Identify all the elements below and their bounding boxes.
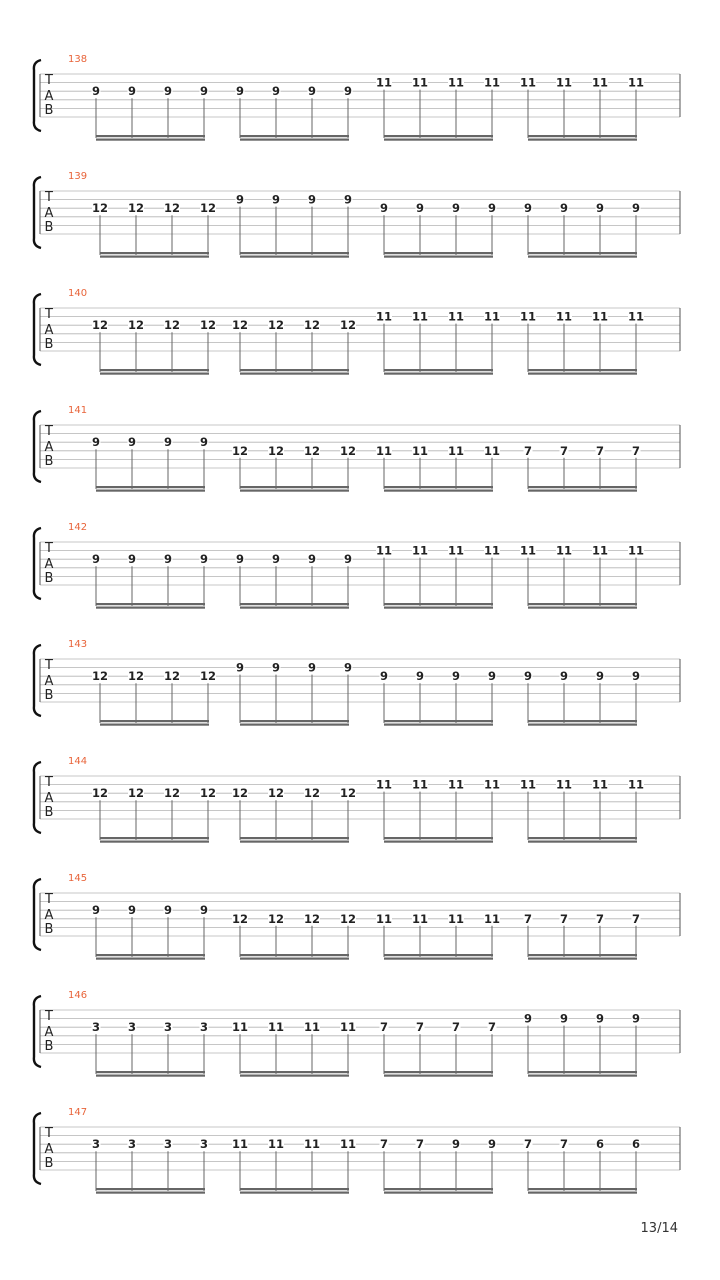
fret-number: 9 bbox=[271, 552, 281, 567]
fret-number: 3 bbox=[91, 1020, 101, 1035]
fret-number: 12 bbox=[163, 786, 181, 801]
fret-number: 12 bbox=[303, 318, 321, 333]
beam bbox=[240, 252, 349, 254]
tab-clef-letter: A bbox=[44, 206, 54, 221]
fret-number: 12 bbox=[339, 911, 357, 926]
tab-clef-letter: A bbox=[44, 791, 54, 806]
beam bbox=[100, 373, 209, 375]
measure-number: 139 bbox=[68, 171, 88, 182]
fret-number: 12 bbox=[303, 443, 321, 458]
fret-number: 11 bbox=[303, 1137, 321, 1152]
measure-number: 143 bbox=[68, 639, 88, 650]
fret-number: 9 bbox=[343, 84, 353, 99]
beam bbox=[96, 135, 205, 137]
measure-number: 145 bbox=[68, 873, 88, 884]
fret-number: 9 bbox=[127, 435, 137, 450]
beam bbox=[100, 369, 209, 371]
fret-number: 3 bbox=[199, 1137, 209, 1152]
fret-number: 12 bbox=[199, 318, 217, 333]
beam bbox=[96, 486, 205, 488]
beam bbox=[528, 256, 637, 258]
beam bbox=[384, 1071, 493, 1073]
tab-clef-letter: B bbox=[44, 220, 54, 235]
beam bbox=[96, 607, 205, 609]
tab-system bbox=[34, 756, 680, 843]
fret-number: 3 bbox=[163, 1137, 173, 1152]
beam bbox=[384, 958, 493, 960]
fret-number: 7 bbox=[559, 911, 569, 926]
measure-number: 142 bbox=[68, 522, 88, 533]
tab-clef-letter: B bbox=[44, 1039, 54, 1054]
beam bbox=[240, 139, 349, 141]
fret-number: 7 bbox=[559, 1137, 569, 1152]
fret-number: 12 bbox=[199, 201, 217, 216]
beam bbox=[240, 373, 349, 375]
tab-clef-letter: B bbox=[44, 337, 54, 352]
beam bbox=[384, 486, 493, 488]
fret-number: 9 bbox=[523, 201, 533, 216]
fret-number: 11 bbox=[411, 543, 429, 558]
fret-number: 9 bbox=[127, 84, 137, 99]
fret-number: 9 bbox=[235, 660, 245, 675]
fret-number: 12 bbox=[199, 669, 217, 684]
beam bbox=[528, 954, 637, 956]
fret-number: 11 bbox=[447, 911, 465, 926]
beam bbox=[384, 841, 493, 843]
fret-number: 11 bbox=[555, 75, 573, 90]
fret-number: 11 bbox=[267, 1020, 285, 1035]
beam bbox=[384, 954, 493, 956]
tab-system bbox=[34, 1107, 680, 1194]
fret-number: 9 bbox=[343, 552, 353, 567]
fret-number: 9 bbox=[235, 192, 245, 207]
fret-number: 9 bbox=[451, 669, 461, 684]
fret-number: 9 bbox=[415, 669, 425, 684]
fret-number: 11 bbox=[303, 1020, 321, 1035]
fret-number: 12 bbox=[199, 786, 217, 801]
beam bbox=[528, 1071, 637, 1073]
measure-number: 140 bbox=[68, 288, 88, 299]
fret-number: 3 bbox=[199, 1020, 209, 1035]
fret-number: 12 bbox=[231, 911, 249, 926]
tab-clef-letter: T bbox=[45, 892, 53, 907]
fret-number: 9 bbox=[343, 660, 353, 675]
beam bbox=[528, 1075, 637, 1077]
fret-number: 11 bbox=[483, 777, 501, 792]
fret-number: 9 bbox=[631, 201, 641, 216]
beam bbox=[528, 1188, 637, 1190]
fret-number: 3 bbox=[163, 1020, 173, 1035]
fret-number: 9 bbox=[307, 192, 317, 207]
fret-number: 11 bbox=[627, 309, 645, 324]
measure-number: 144 bbox=[68, 756, 88, 767]
fret-number: 9 bbox=[91, 84, 101, 99]
fret-number: 9 bbox=[379, 669, 389, 684]
fret-number: 3 bbox=[127, 1020, 137, 1035]
beam bbox=[528, 724, 637, 726]
fret-number: 11 bbox=[483, 543, 501, 558]
beam bbox=[528, 252, 637, 254]
fret-number: 9 bbox=[91, 435, 101, 450]
fret-number: 9 bbox=[307, 84, 317, 99]
fret-number: 12 bbox=[127, 318, 145, 333]
fret-number: 9 bbox=[595, 1011, 605, 1026]
measure-number: 141 bbox=[68, 405, 88, 416]
tab-clef-letter: B bbox=[44, 1156, 54, 1171]
beam bbox=[100, 841, 209, 843]
fret-number: 3 bbox=[91, 1137, 101, 1152]
fret-number: 11 bbox=[591, 75, 609, 90]
tab-clef-letter: B bbox=[44, 454, 54, 469]
fret-number: 7 bbox=[559, 443, 569, 458]
fret-number: 11 bbox=[375, 911, 393, 926]
tab-system bbox=[34, 171, 680, 258]
fret-number: 12 bbox=[339, 443, 357, 458]
fret-number: 7 bbox=[595, 443, 605, 458]
fret-number: 11 bbox=[447, 309, 465, 324]
beam bbox=[384, 252, 493, 254]
fret-number: 12 bbox=[231, 443, 249, 458]
fret-number: 9 bbox=[595, 669, 605, 684]
tab-clef-letter: T bbox=[45, 424, 53, 439]
fret-number: 9 bbox=[307, 552, 317, 567]
beam bbox=[528, 607, 637, 609]
tab-clef-letter: T bbox=[45, 658, 53, 673]
fret-number: 11 bbox=[483, 911, 501, 926]
tab-clef-letter: B bbox=[44, 103, 54, 118]
fret-number: 11 bbox=[375, 543, 393, 558]
fret-number: 9 bbox=[631, 669, 641, 684]
tab-clef-letter: B bbox=[44, 805, 54, 820]
tab-clef-letter: A bbox=[44, 1025, 54, 1040]
fret-number: 12 bbox=[231, 318, 249, 333]
beam bbox=[384, 724, 493, 726]
tab-system bbox=[34, 405, 680, 492]
measure-number: 146 bbox=[68, 990, 88, 1001]
beam bbox=[384, 603, 493, 605]
fret-number: 7 bbox=[523, 1137, 533, 1152]
fret-number: 11 bbox=[375, 443, 393, 458]
beam bbox=[96, 1075, 205, 1077]
beam bbox=[100, 256, 209, 258]
fret-number: 12 bbox=[303, 911, 321, 926]
fret-number: 12 bbox=[267, 443, 285, 458]
fret-number: 12 bbox=[231, 786, 249, 801]
tab-system bbox=[34, 522, 680, 609]
beam bbox=[384, 1192, 493, 1194]
tab-clef-letter: B bbox=[44, 571, 54, 586]
tab-clef-letter: T bbox=[45, 307, 53, 322]
fret-number: 11 bbox=[591, 777, 609, 792]
tab-clef-letter: A bbox=[44, 674, 54, 689]
fret-number: 9 bbox=[451, 1137, 461, 1152]
beam bbox=[240, 958, 349, 960]
fret-number: 7 bbox=[415, 1137, 425, 1152]
tab-clef-letter: A bbox=[44, 323, 54, 338]
fret-number: 11 bbox=[483, 309, 501, 324]
fret-number: 11 bbox=[411, 443, 429, 458]
fret-number: 9 bbox=[523, 1011, 533, 1026]
beam bbox=[240, 486, 349, 488]
fret-number: 9 bbox=[271, 84, 281, 99]
fret-number: 7 bbox=[631, 911, 641, 926]
fret-number: 9 bbox=[343, 192, 353, 207]
fret-number: 9 bbox=[235, 84, 245, 99]
beam bbox=[96, 603, 205, 605]
fret-number: 9 bbox=[595, 201, 605, 216]
tab-clef-letter: B bbox=[44, 688, 54, 703]
tab-clef-letter: T bbox=[45, 190, 53, 205]
fret-number: 11 bbox=[627, 75, 645, 90]
beam bbox=[384, 1075, 493, 1077]
beam bbox=[100, 720, 209, 722]
fret-number: 12 bbox=[339, 318, 357, 333]
fret-number: 9 bbox=[487, 669, 497, 684]
tab-clef-letter: A bbox=[44, 908, 54, 923]
fret-number: 11 bbox=[231, 1020, 249, 1035]
fret-number: 9 bbox=[559, 201, 569, 216]
beam bbox=[528, 958, 637, 960]
fret-number: 9 bbox=[235, 552, 245, 567]
fret-number: 9 bbox=[559, 669, 569, 684]
beam bbox=[100, 252, 209, 254]
beam bbox=[240, 603, 349, 605]
tab-system bbox=[34, 873, 680, 960]
fret-number: 11 bbox=[555, 777, 573, 792]
beam bbox=[96, 954, 205, 956]
beam bbox=[384, 837, 493, 839]
beam bbox=[384, 369, 493, 371]
beam bbox=[384, 373, 493, 375]
fret-number: 9 bbox=[631, 1011, 641, 1026]
fret-number: 11 bbox=[519, 309, 537, 324]
beam bbox=[528, 720, 637, 722]
fret-number: 9 bbox=[91, 903, 101, 918]
fret-number: 3 bbox=[127, 1137, 137, 1152]
beam bbox=[528, 837, 637, 839]
fret-number: 12 bbox=[127, 669, 145, 684]
tab-clef-letter: B bbox=[44, 922, 54, 937]
fret-number: 7 bbox=[415, 1020, 425, 1035]
fret-number: 11 bbox=[627, 543, 645, 558]
fret-number: 9 bbox=[523, 669, 533, 684]
fret-number: 9 bbox=[271, 660, 281, 675]
fret-number: 12 bbox=[163, 669, 181, 684]
beam bbox=[96, 139, 205, 141]
fret-number: 11 bbox=[411, 911, 429, 926]
beam bbox=[240, 607, 349, 609]
fret-number: 12 bbox=[267, 786, 285, 801]
fret-number: 11 bbox=[627, 777, 645, 792]
beam bbox=[528, 135, 637, 137]
fret-number: 12 bbox=[339, 786, 357, 801]
fret-number: 12 bbox=[91, 786, 109, 801]
beam bbox=[240, 724, 349, 726]
fret-number: 11 bbox=[375, 75, 393, 90]
fret-number: 9 bbox=[199, 552, 209, 567]
beam bbox=[100, 837, 209, 839]
tab-clef-letter: T bbox=[45, 775, 53, 790]
beam bbox=[96, 1192, 205, 1194]
fret-number: 7 bbox=[631, 443, 641, 458]
fret-number: 12 bbox=[303, 786, 321, 801]
fret-number: 9 bbox=[163, 903, 173, 918]
beam bbox=[528, 486, 637, 488]
tab-clef-letter: T bbox=[45, 1126, 53, 1141]
beam bbox=[528, 373, 637, 375]
tab-clef-letter: A bbox=[44, 557, 54, 572]
fret-number: 9 bbox=[559, 1011, 569, 1026]
beam bbox=[240, 135, 349, 137]
fret-number: 9 bbox=[451, 201, 461, 216]
page-number: 13/14 bbox=[640, 1221, 678, 1236]
fret-number: 7 bbox=[379, 1020, 389, 1035]
fret-number: 11 bbox=[483, 75, 501, 90]
fret-number: 9 bbox=[91, 552, 101, 567]
fret-number: 6 bbox=[631, 1137, 641, 1152]
fret-number: 9 bbox=[271, 192, 281, 207]
beam bbox=[240, 1075, 349, 1077]
fret-number: 9 bbox=[163, 435, 173, 450]
measure-number: 138 bbox=[68, 54, 88, 65]
fret-number: 6 bbox=[595, 1137, 605, 1152]
fret-number: 7 bbox=[523, 443, 533, 458]
fret-number: 7 bbox=[595, 911, 605, 926]
fret-number: 11 bbox=[231, 1137, 249, 1152]
fret-number: 11 bbox=[591, 309, 609, 324]
tab-system bbox=[34, 54, 680, 141]
beam bbox=[528, 603, 637, 605]
beam bbox=[96, 958, 205, 960]
fret-number: 9 bbox=[415, 201, 425, 216]
beam bbox=[240, 1188, 349, 1190]
fret-number: 12 bbox=[91, 669, 109, 684]
fret-number: 11 bbox=[555, 543, 573, 558]
beam bbox=[100, 724, 209, 726]
beam bbox=[240, 1071, 349, 1073]
fret-number: 11 bbox=[555, 309, 573, 324]
fret-number: 12 bbox=[127, 786, 145, 801]
fret-number: 12 bbox=[91, 318, 109, 333]
beam bbox=[384, 490, 493, 492]
tab-clef-letter: A bbox=[44, 89, 54, 104]
tab-clef-letter: A bbox=[44, 1142, 54, 1157]
beam bbox=[528, 490, 637, 492]
tab-clef-letter: T bbox=[45, 73, 53, 88]
fret-number: 7 bbox=[379, 1137, 389, 1152]
fret-number: 7 bbox=[487, 1020, 497, 1035]
beam bbox=[96, 1188, 205, 1190]
beam bbox=[384, 1188, 493, 1190]
fret-number: 12 bbox=[267, 911, 285, 926]
beam bbox=[240, 837, 349, 839]
fret-number: 11 bbox=[447, 777, 465, 792]
beam bbox=[240, 720, 349, 722]
fret-number: 12 bbox=[163, 318, 181, 333]
tab-system bbox=[34, 288, 680, 375]
fret-number: 11 bbox=[411, 309, 429, 324]
beam bbox=[384, 139, 493, 141]
fret-number: 12 bbox=[91, 201, 109, 216]
fret-number: 11 bbox=[591, 543, 609, 558]
fret-number: 11 bbox=[447, 75, 465, 90]
beam bbox=[240, 954, 349, 956]
fret-number: 11 bbox=[411, 75, 429, 90]
beam bbox=[528, 1192, 637, 1194]
fret-number: 11 bbox=[447, 443, 465, 458]
fret-number: 9 bbox=[163, 552, 173, 567]
tab-system bbox=[34, 639, 680, 726]
beam bbox=[384, 720, 493, 722]
beam bbox=[240, 256, 349, 258]
beam bbox=[384, 607, 493, 609]
tab-system bbox=[34, 990, 680, 1077]
tab-clef-letter: T bbox=[45, 1009, 53, 1024]
measure-number: 147 bbox=[68, 1107, 88, 1118]
fret-number: 11 bbox=[483, 443, 501, 458]
beam bbox=[96, 490, 205, 492]
fret-number: 9 bbox=[127, 903, 137, 918]
beam bbox=[384, 135, 493, 137]
fret-number: 11 bbox=[447, 543, 465, 558]
beam bbox=[528, 369, 637, 371]
fret-number: 11 bbox=[267, 1137, 285, 1152]
fret-number: 11 bbox=[519, 777, 537, 792]
beam bbox=[240, 841, 349, 843]
fret-number: 11 bbox=[519, 75, 537, 90]
fret-number: 11 bbox=[411, 777, 429, 792]
beam bbox=[240, 369, 349, 371]
fret-number: 11 bbox=[375, 309, 393, 324]
fret-number: 9 bbox=[487, 1137, 497, 1152]
fret-number: 11 bbox=[375, 777, 393, 792]
beam bbox=[384, 256, 493, 258]
beam bbox=[528, 841, 637, 843]
fret-number: 9 bbox=[199, 84, 209, 99]
fret-number: 9 bbox=[307, 660, 317, 675]
beam bbox=[96, 1071, 205, 1073]
fret-number: 11 bbox=[339, 1137, 357, 1152]
fret-number: 9 bbox=[127, 552, 137, 567]
beam bbox=[240, 490, 349, 492]
fret-number: 11 bbox=[519, 543, 537, 558]
fret-number: 11 bbox=[339, 1020, 357, 1035]
fret-number: 7 bbox=[523, 911, 533, 926]
fret-number: 9 bbox=[487, 201, 497, 216]
fret-number: 9 bbox=[379, 201, 389, 216]
fret-number: 12 bbox=[267, 318, 285, 333]
tab-clef-letter: A bbox=[44, 440, 54, 455]
fret-number: 12 bbox=[127, 201, 145, 216]
tab-clef-letter: T bbox=[45, 541, 53, 556]
fret-number: 7 bbox=[451, 1020, 461, 1035]
beam bbox=[240, 1192, 349, 1194]
fret-number: 9 bbox=[199, 903, 209, 918]
fret-number: 12 bbox=[163, 201, 181, 216]
fret-number: 9 bbox=[199, 435, 209, 450]
fret-number: 9 bbox=[163, 84, 173, 99]
beam bbox=[528, 139, 637, 141]
